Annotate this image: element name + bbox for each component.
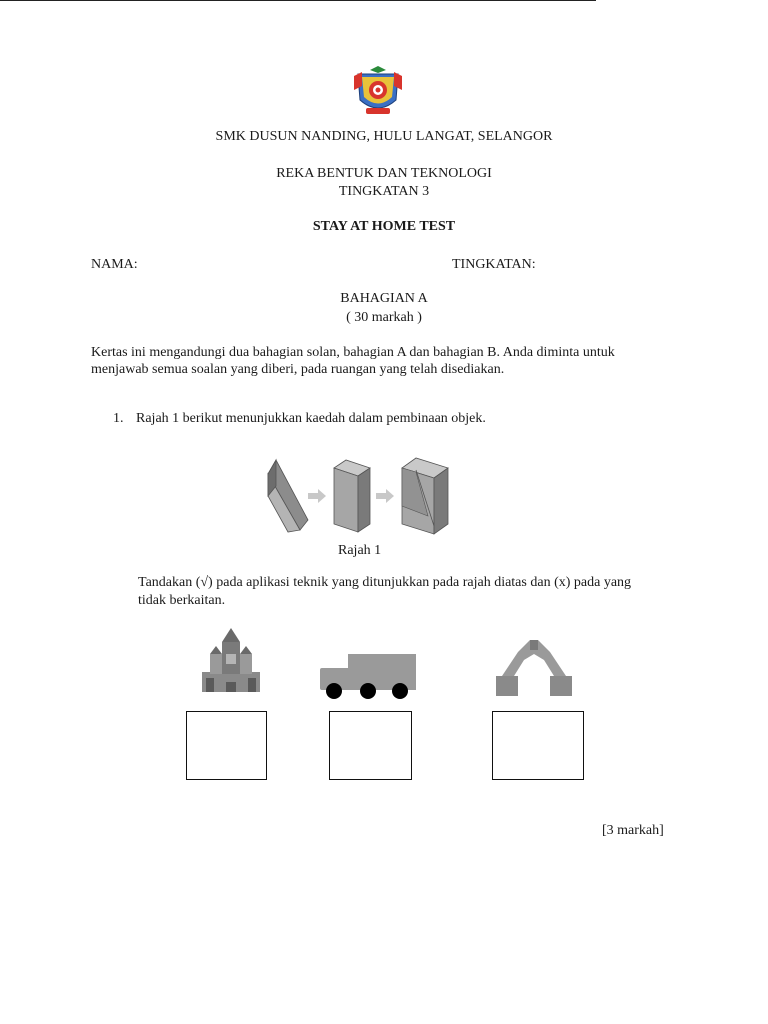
rajah-1-figure xyxy=(262,456,462,536)
arrow-right-icon xyxy=(376,489,394,503)
header-divider xyxy=(0,0,596,1)
section-marks: ( 30 markah ) xyxy=(346,310,422,325)
wedge-piece-icon xyxy=(268,460,308,532)
truck-icon xyxy=(318,648,418,700)
arrow-right-icon xyxy=(308,489,326,503)
section-title: BAHAGIAN A xyxy=(340,291,428,306)
answer-box-arch[interactable] xyxy=(492,711,584,780)
name-field-label: NAMA: xyxy=(91,257,138,272)
figure-caption: Rajah 1 xyxy=(338,543,382,558)
subject-title: REKA BENTUK DAN TEKNOLOGI xyxy=(276,166,492,181)
question-text: Rajah 1 berikut menunjukkan kaedah dalam pembinaan objek. xyxy=(136,411,486,426)
question-marks: [3 markah] xyxy=(602,823,664,838)
class-field-label: TINGKATAN: xyxy=(452,257,536,272)
test-title: STAY AT HOME TEST xyxy=(312,219,456,234)
school-crest-icon xyxy=(352,66,404,118)
task-line-2: tidak berkaitan. xyxy=(138,593,226,608)
instructions-line-2: menjawab semua soalan yang diberi, pada ruangan yang telah disediakan. xyxy=(91,362,505,377)
block-arch-icon xyxy=(492,636,576,700)
answer-box-truck[interactable] xyxy=(329,711,412,780)
instructions-line-1: Kertas ini mengandungi dua bahagian solan, bahagian A dan bahagian B. Anda diminta untuk xyxy=(91,345,615,360)
block-piece-icon xyxy=(334,460,370,532)
combined-piece-icon xyxy=(402,458,448,534)
task-line-1: Tandakan (√) pada aplikasi teknik yang ditunjukkan pada rajah diatas dan (x) pada yang xyxy=(138,575,632,590)
school-name: SMK DUSUN NANDING, HULU LANGAT, SELANGOR xyxy=(215,129,553,144)
question-number: 1. xyxy=(113,411,124,426)
grade-title: TINGKATAN 3 xyxy=(338,184,430,199)
block-castle-icon xyxy=(196,624,266,698)
answer-box-castle[interactable] xyxy=(186,711,267,780)
